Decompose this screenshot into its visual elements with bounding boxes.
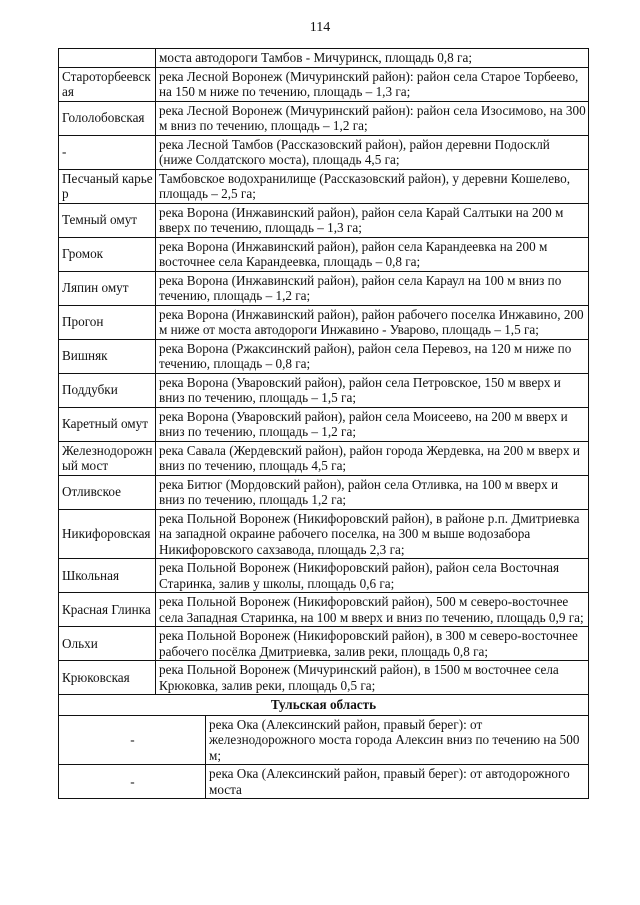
table-row [59,441,589,475]
table-row [59,765,589,799]
location-description-cell: река Польной Воронеж (Никифоровский район), район села Восточная Старинка, залив у школы, площадь 0,6 га; [156,559,589,593]
location-name-cell: - [59,715,206,765]
location-name-cell [59,49,156,68]
location-description-cell: река Ворона (Инжавинский район), район села Караул на 100 м вниз по течению, площадь – 1,2 га; [156,271,589,305]
location-description-cell: река Ворона (Уваровский район), район села Петровское, 150 м вверх и вниз по течению, площадь – 1,5 га; [156,373,589,407]
location-description-cell: река Польной Воронеж (Никифоровский район), 500 м северо-восточнее села Западная Старинка, на 100 м вверх и вниз по течению, площадь 0,9 га; [156,593,589,627]
location-name-cell: Никифоровская [59,509,156,559]
table-row [59,237,589,271]
location-description-cell: река Савала (Жердевский район), район города Жердевка, на 200 м вверх и вниз по течению, площадь 4,5 га; [156,441,589,475]
location-description-cell: река Ворона (Инжавинский район), район рабочего поселка Инжавино, 200 м ниже от моста автодороги Инжавино - Уварово, площадь – 1,5 га; [156,305,589,339]
table-row [59,135,589,169]
page-number: 114 [309,20,331,35]
location-name-cell: Гололобовская [59,101,156,135]
location-name-cell: - [59,135,156,169]
location-description-cell: Тамбовское водохранилище (Рассказовский район), у деревни Кошелево, площадь – 2,5 га; [156,169,589,203]
location-description-cell: река Ворона (Ржаксинский район), район села Перевоз, на 120 м ниже по течению, площадь – 0,8 га; [156,339,589,373]
table-row [59,339,589,373]
table-row [59,661,589,695]
table-row [59,509,589,559]
location-description-cell: река Ока (Алексинский район, правый берег): от железнодорожного моста города Алексин вниз по течению на 500 м; [206,715,589,765]
location-description-cell: река Битюг (Мордовский район), район села Отливка, на 100 м вверх и вниз по течению, площадь 1,2 га; [156,475,589,509]
location-name-cell: Темный омут [59,203,156,237]
table-row [59,101,589,135]
section-row [59,695,589,716]
beach-locations-table [58,48,589,799]
location-description-cell: река Ворона (Инжавинский район), район села Карандеевка на 200 м восточнее села Карандеевка, площадь – 0,8 га; [156,237,589,271]
table-row [59,49,589,68]
location-name-cell: Песчаный карьер [59,169,156,203]
location-name-cell: Каретный омут [59,407,156,441]
table-row [59,715,589,765]
location-description-cell: река Ворона (Уваровский район), район села Моисеево, на 200 м вверх и вниз по течению, площадь – 1,2 га; [156,407,589,441]
location-name-cell: Красная Глинка [59,593,156,627]
location-name-cell: Поддубки [59,373,156,407]
location-description-cell: река Лесной Воронеж (Мичуринский район): район села Изосимово, на 300 м вниз по течению, площадь – 1,2 га; [156,101,589,135]
section-title: Тульская область [59,695,589,716]
table-row [59,373,589,407]
location-description-cell: река Ока (Алексинский район, правый берег): от автодорожного моста [206,765,589,799]
location-name-cell: Вишняк [59,339,156,373]
location-description-cell: река Лесной Тамбов (Рассказовский район), район деревни Подосклй (ниже Солдатского моста), площадь 4,5 га; [156,135,589,169]
location-name-cell: Ляпин омут [59,271,156,305]
location-description-cell: река Польной Воронеж (Никифоровский район), в 300 м северо-восточнее рабочего посёлка Дмитриевка, залив реки, площадь 0,8 га; [156,627,589,661]
table-row [59,407,589,441]
location-name-cell: - [59,765,206,799]
location-description-cell: река Ворона (Инжавинский район), район села Карай Салтыки на 200 м вверх по течению, площадь – 1,3 га; [156,203,589,237]
table-row [59,67,589,101]
location-description-cell: река Польной Воронеж (Мичуринский район), в 1500 м восточнее села Крюковка, залив реки, площадь 0,5 га; [156,661,589,695]
table-row [59,475,589,509]
table-row [59,593,589,627]
table-row [59,271,589,305]
location-name-cell: Железнодорожный мост [59,441,156,475]
location-description-cell: река Польной Воронеж (Никифоровский район), в районе р.п. Дмитриевка на западной окраине рабочего поселка, на 300 м выше водозабора Никифоровского сахзавода, площадь 2,3 га; [156,509,589,559]
location-name-cell: Школьная [59,559,156,593]
table-row [59,305,589,339]
location-name-cell: Громок [59,237,156,271]
location-name-cell: Ольхи [59,627,156,661]
table-row [59,203,589,237]
location-name-cell: Староторбеевская [59,67,156,101]
table-row [59,627,589,661]
location-description-cell: река Лесной Воронеж (Мичуринский район): район села Старое Торбеево, на 150 м ниже по течению, площадь – 1,3 га; [156,67,589,101]
table-row [59,169,589,203]
location-name-cell: Прогон [59,305,156,339]
location-name-cell: Крюковская [59,661,156,695]
location-description-cell: моста автодороги Тамбов - Мичуринск, площадь 0,8 га; [156,49,589,68]
table-row [59,559,589,593]
location-name-cell: Отливское [59,475,156,509]
